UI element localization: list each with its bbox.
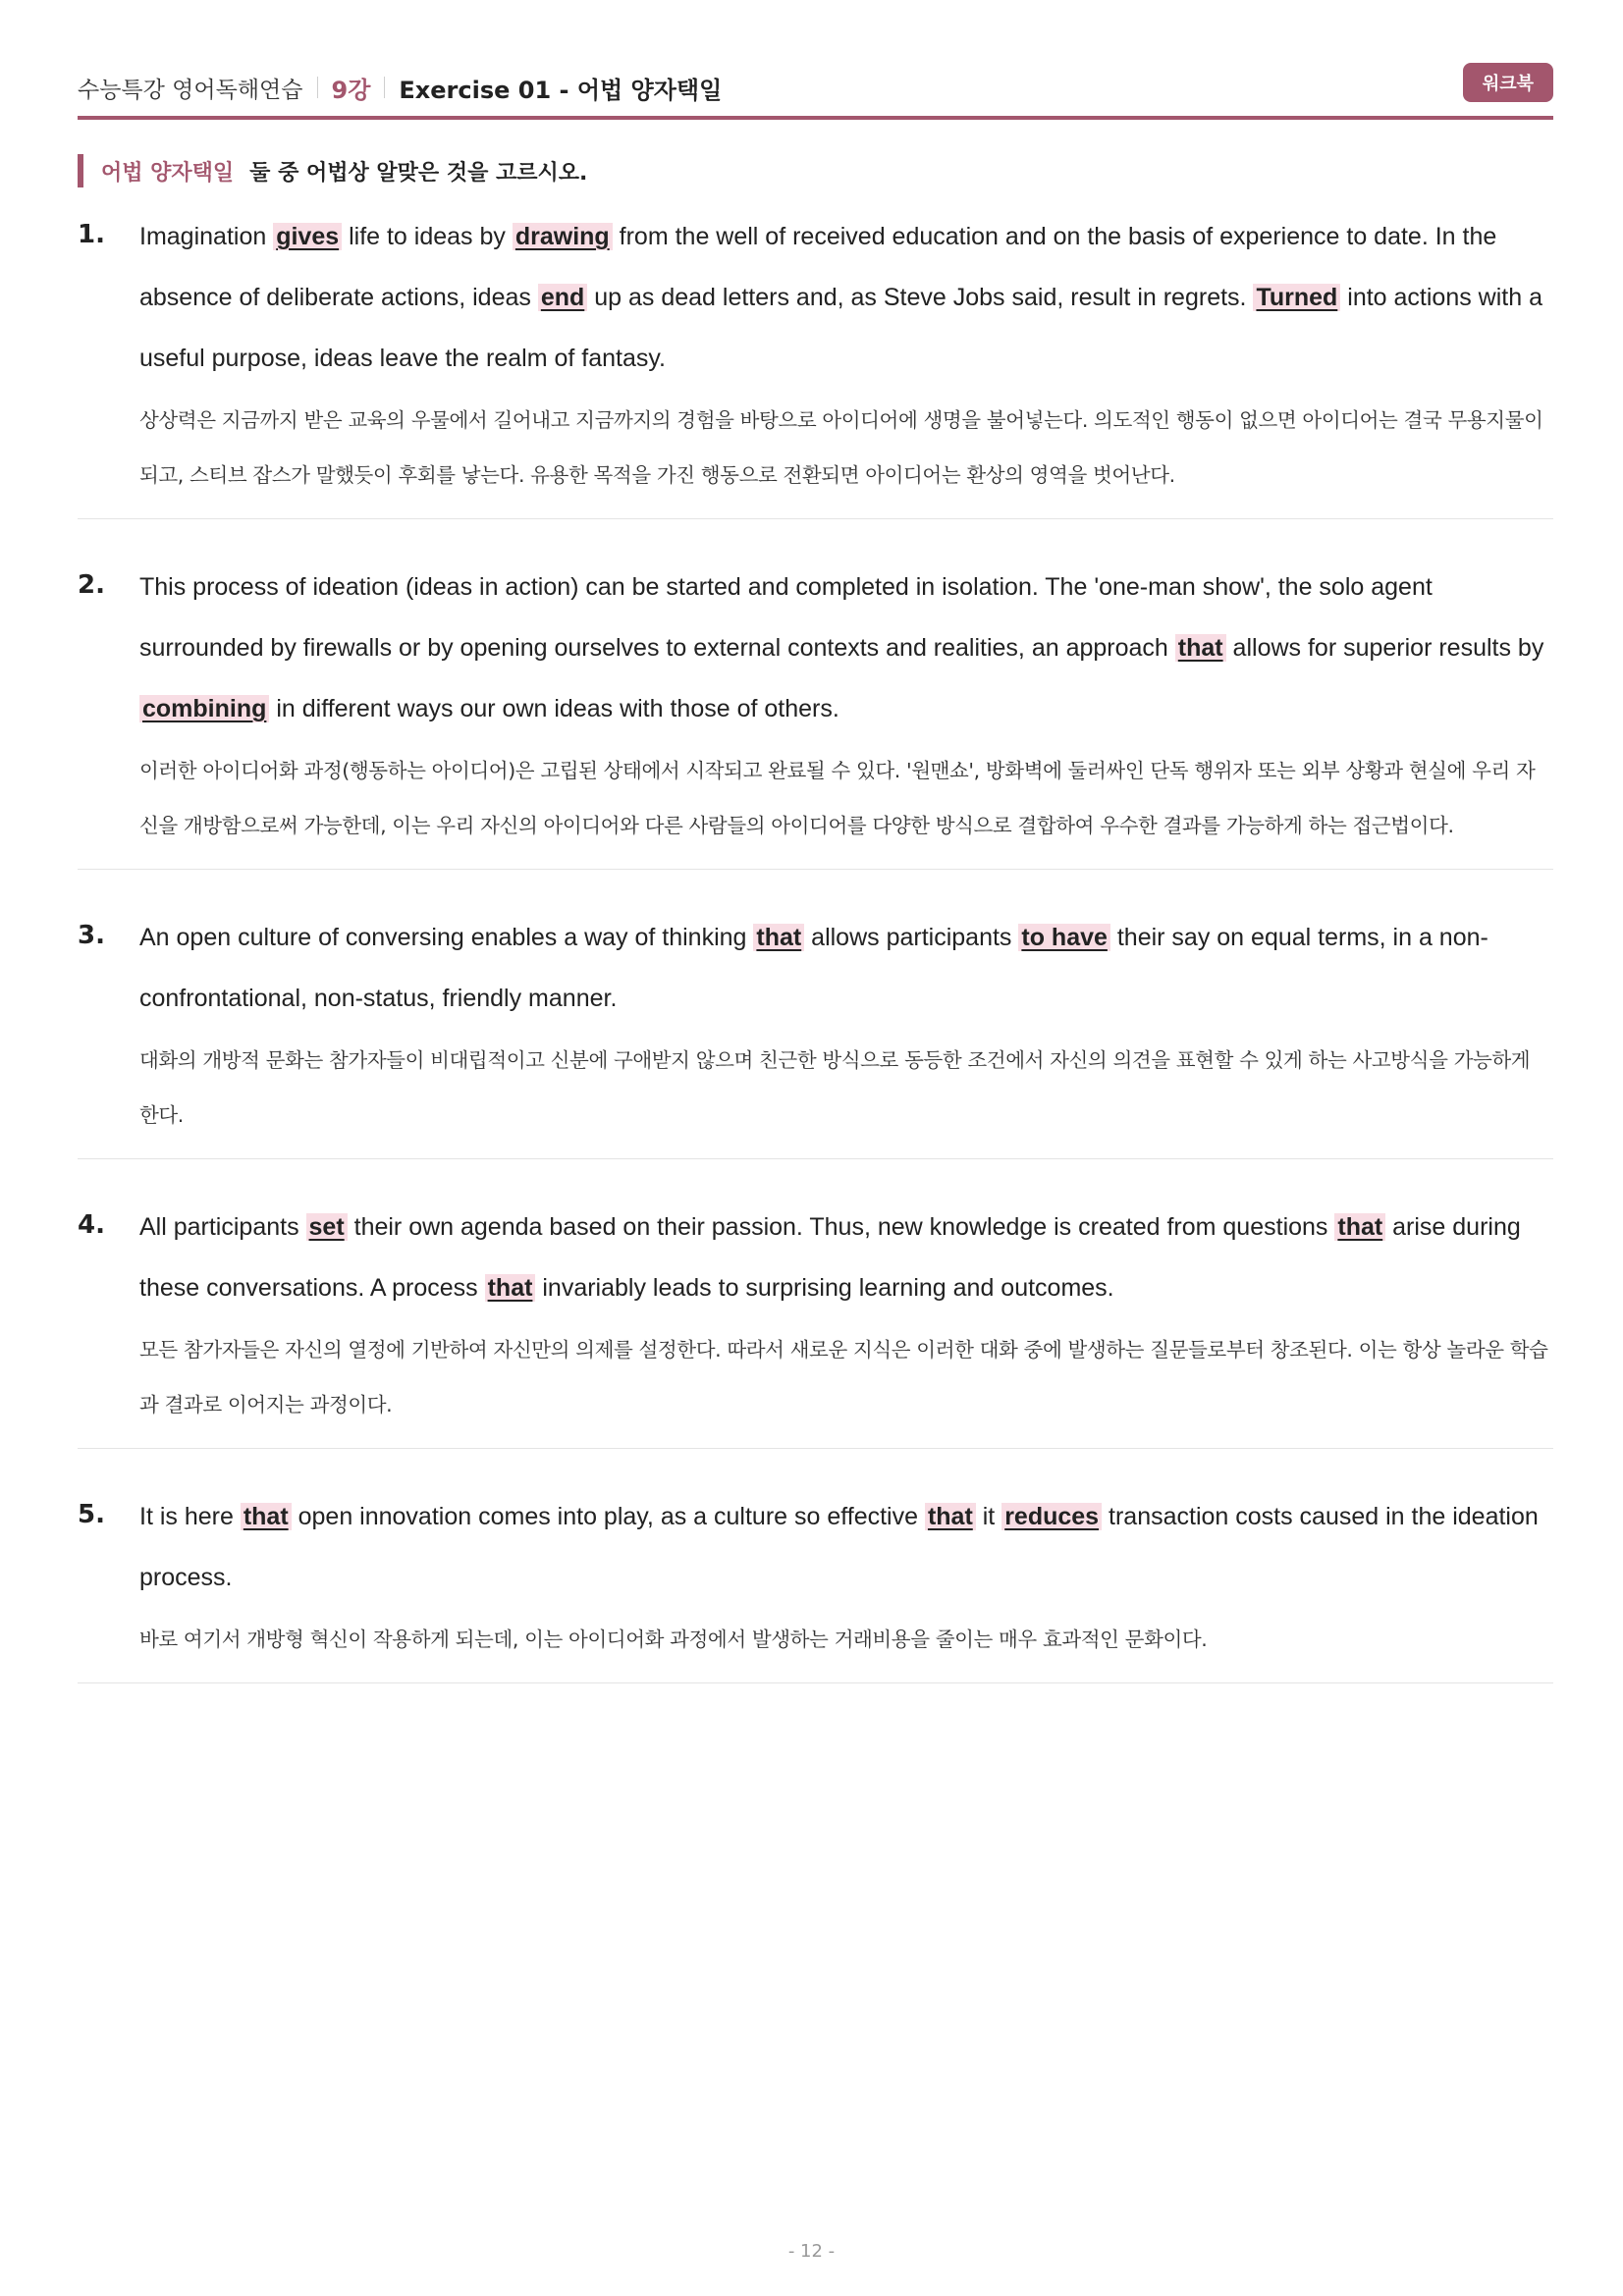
- passage-text: Imagination: [139, 223, 274, 250]
- grammar-choice-word: drawing: [513, 223, 613, 250]
- item-number: 4.: [78, 1210, 105, 1240]
- english-passage: [139, 206, 1553, 389]
- grammar-choice-word: reduces: [1001, 1503, 1102, 1530]
- korean-translation: 모든 참가자들은 자신의 열정에 기반하여 자신만의 의제를 설정한다. 따라서 새로운 지식은 이러한 대화 중에 발생하는 질문들로부터 창조된다. 이는 항상 놀라운 학습과 결과로 이어지는 과정이다.: [139, 1338, 1548, 1416]
- passage-text: arise during these conversations. A process: [139, 1213, 1521, 1302]
- passage-text: allows participants: [804, 924, 1019, 951]
- passage-text: life to ideas by: [342, 223, 513, 250]
- header-divider: [384, 77, 385, 98]
- grammar-choice-word: set: [306, 1213, 348, 1241]
- instruction-bar: [78, 154, 587, 187]
- grammar-choice-word: gives: [273, 223, 342, 250]
- grammar-choice-word: that: [1175, 634, 1226, 662]
- item-number: 2.: [78, 570, 105, 600]
- instruction-label: 어법 양자택일: [101, 160, 235, 186]
- passage-text: up as dead letters and, as Steve Jobs said, result in regrets.: [587, 284, 1254, 311]
- page-header: [78, 59, 1553, 120]
- passage-text: their say on equal terms, in a non-confrontational, non-status, friendly manner.: [139, 924, 1488, 1012]
- passage-text: their own agenda based on their passion. Thus, new knowledge is created from questions: [347, 1213, 1335, 1241]
- grammar-choice-word: end: [538, 284, 587, 311]
- exercise-item: [78, 206, 1553, 519]
- grammar-choice-word: to have: [1018, 924, 1110, 951]
- grammar-choice-word: that: [1334, 1213, 1385, 1241]
- passage-text: into actions with a useful purpose, ideas leave the realm of fantasy.: [139, 284, 1542, 372]
- exercise-list: [78, 206, 1553, 1683]
- exercise-title: Exercise 01 - 어법 양자택일: [399, 76, 723, 104]
- grammar-choice-word: that: [925, 1503, 976, 1530]
- exercise-item: [78, 1486, 1553, 1683]
- korean-translation: 이러한 아이디어화 과정(행동하는 아이디어)은 고립된 상태에서 시작되고 완료될 수 있다. '원맨쇼', 방화벽에 둘러싸인 단독 행위자 또는 외부 상황과 현실에 우리 자신을 개방함으로써 가능한데, 이는 우리 자신의 아이디어와 다른 사람들의 아이디어를 다양한 방식으로 결합하여 우수한 결과를 가능하게 하는 접근법이다.: [139, 759, 1536, 837]
- grammar-choice-word: that: [485, 1274, 536, 1302]
- item-number: 1.: [78, 220, 105, 249]
- passage-text: It is here: [139, 1503, 241, 1530]
- instruction-text: 둘 중 어법상 알맞은 것을 고르시오.: [249, 160, 588, 186]
- english-passage: [139, 557, 1553, 739]
- passage-text: invariably leads to surprising learning and outcomes.: [535, 1274, 1114, 1302]
- passage-text: An open culture of conversing enables a way of thinking: [139, 924, 754, 951]
- item-number: 5.: [78, 1500, 105, 1529]
- item-number: 3.: [78, 921, 105, 950]
- grammar-choice-word: that: [753, 924, 804, 951]
- exercise-item: [78, 1197, 1553, 1449]
- grammar-choice-word: combining: [139, 695, 269, 722]
- korean-translation: 바로 여기서 개방형 혁신이 작용하게 되는데, 이는 아이디어화 과정에서 발생하는 거래비용을 줄이는 매우 효과적인 문화이다.: [139, 1628, 1208, 1651]
- exercise-item: [78, 907, 1553, 1159]
- korean-translation: 상상력은 지금까지 받은 교육의 우물에서 길어내고 지금까지의 경험을 바탕으로 아이디어에 생명을 불어넣는다. 의도적인 행동이 없으면 아이디어는 결국 무용지물이 되고, 스티브 잡스가 말했듯이 후회를 낳는다. 유용한 목적을 가진 행동으로 전환되면 아이디어는 환상의 영역을 벗어난다.: [139, 408, 1543, 487]
- passage-text: open innovation comes into play, as a culture so effective: [291, 1503, 925, 1530]
- lesson-number: 9강: [331, 76, 371, 104]
- english-passage: [139, 907, 1553, 1029]
- header-divider: [317, 77, 318, 98]
- workbook-badge: 워크북: [1463, 63, 1553, 102]
- passage-text: All participants: [139, 1213, 306, 1241]
- grammar-choice-word: Turned: [1253, 284, 1340, 311]
- passage-text: transaction costs caused in the ideation process.: [139, 1503, 1539, 1591]
- passage-text: in different ways our own ideas with those of others.: [269, 695, 839, 722]
- passage-text: This process of ideation (ideas in action) can be started and completed in isolation. The 'one-man show', the solo agent surrounded by firewalls or by opening ourselves to external contexts and realities, an approach: [139, 573, 1433, 662]
- series-title: 수능특강 영어독해연습: [78, 77, 303, 103]
- exercise-item: [78, 557, 1553, 870]
- passage-text: from the well of received education and on the basis of experience to date. In the absence of deliberate actions, ideas: [139, 223, 1497, 311]
- grammar-choice-word: that: [241, 1503, 292, 1530]
- korean-translation: 대화의 개방적 문화는 참가자들이 비대립적이고 신분에 구애받지 않으며 친근한 방식으로 동등한 조건에서 자신의 의견을 표현할 수 있게 하는 사고방식을 가능하게 한다.: [139, 1048, 1531, 1127]
- english-passage: [139, 1197, 1553, 1318]
- passage-text: allows for superior results by: [1225, 634, 1544, 662]
- english-passage: [139, 1486, 1553, 1608]
- page-number: - 12 -: [787, 2241, 836, 2262]
- passage-text: it: [975, 1503, 1002, 1530]
